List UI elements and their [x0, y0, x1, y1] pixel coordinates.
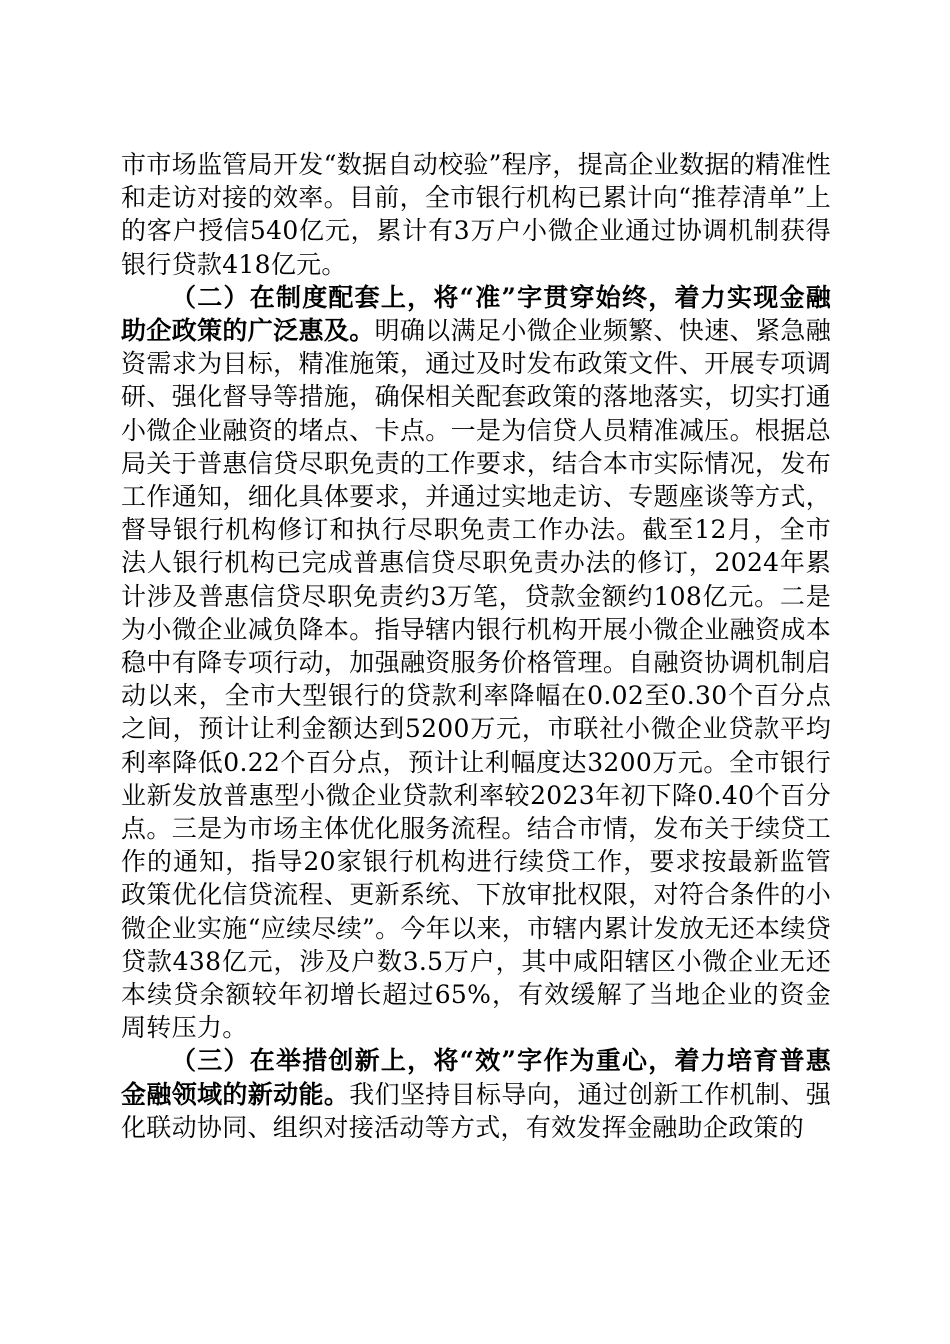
paragraph-2-text: 明确以满足小微企业频繁、快速、紧急融资需求为目标，精准施策，通过及时发布政策文件、开展专项调研、强化督导等措施，确保相关配套政策的落地落实，切实打通小微企业融资的堵点、卡点。一是为信贷人员精准减压。根据总局关于普惠信贷尽职免责的工作要求，结合本市实际情况，发布工作通知，细化具体要求，并通过实地走访、专题座谈等方式，督导银行机构修订和执行尽职免责工作办法。截至12月，全市法人银行机构已完成普惠信贷尽职免责办法的修订，2024年累计涉及普惠信贷尽职免责约3万笔，贷款金额约108亿元。二是为小微企业减负降本。指导辖内银行机构开展小微企业融资成本稳中有降专项行动，加强融资服务价格管理。自融资协调机制启动以来，全市大型银行的贷款利率降幅在0.02至0.30个百分点之间，预计让利金额达到5200万元，市联社小微企业贷款平均利率降低0.22个百分点，预计让利幅度达3200万元。全市银行业新发放普惠型小微企业贷款利率较2023年初下降0.40个百分点。三是为市场主体优化服务流程。结合市情，发布关于续贷工作的通知，指导20家银行机构进行续贷工作，要求按最新监管政策优化信贷流程、更新系统、下放审批权限，对符合条件的小微企业实施“应续尽续”。今年以来，市辖内累计发放无还本续贷贷款438亿元，涉及户数3.5万户，其中咸阳辖区小微企业无还本续贷余额较年初增长超过65%，有效缓解了当地企业的资金周转压力。 [121, 316, 831, 1043]
paragraph-3-heading: （三）在举措创新上，将“效”字作为重心，着力培育普惠金融领域的新动能。 [121, 1046, 831, 1109]
paragraph-3-text: 我们坚持目标导向，通过创新工作机制、强化联动协同、组织对接活动等方式，有效发挥金融助企政策的 [121, 1079, 831, 1142]
paragraph-2-heading: （二）在制度配套上，将“准”字贯穿始终，着力实现金融助企政策的广泛惠及。 [121, 282, 831, 346]
paragraph-2 [121, 281, 831, 1045]
paragraph-1 [121, 148, 831, 281]
paragraph-1-text: 市市场监管局开发“数据自动校验”程序，提高企业数据的精准性和走访对接的效率。目前，全市银行机构已累计向“推荐清单”上的客户授信540亿元，累计有3万户小微企业通过协调机制获得银行贷款418亿元。 [121, 150, 831, 279]
document-body [121, 148, 831, 1144]
paragraph-3 [121, 1044, 831, 1144]
